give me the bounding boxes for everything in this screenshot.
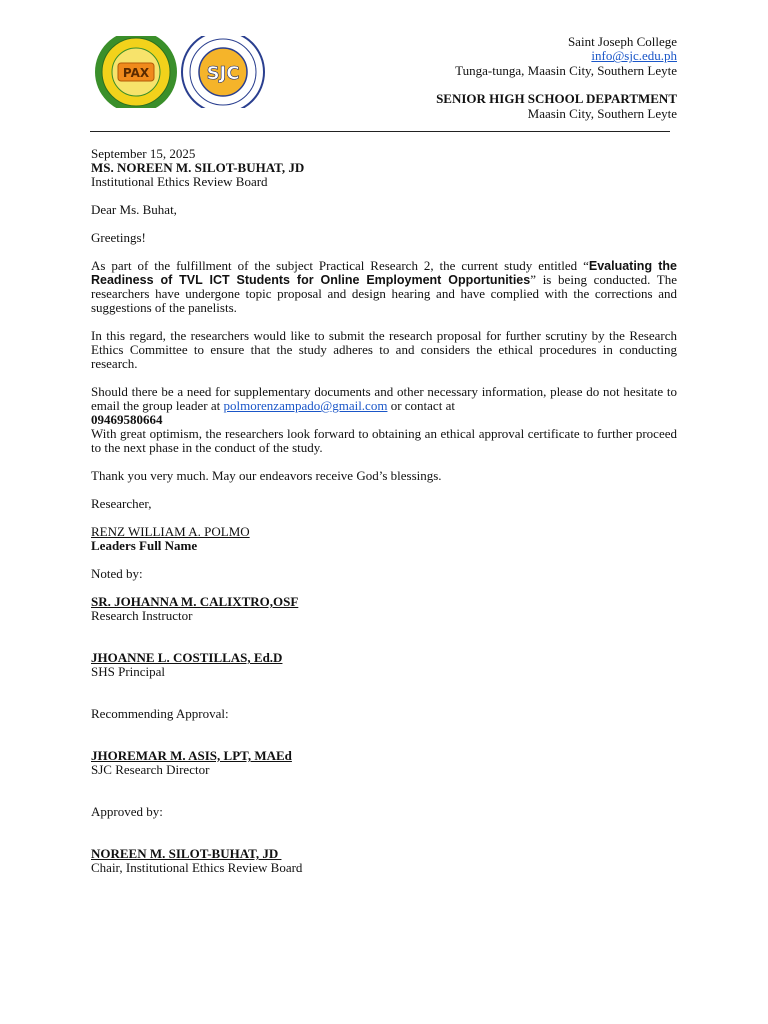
school-logos <box>94 36 266 108</box>
letter-date: September 15, 2025 <box>91 146 196 161</box>
pax-logo <box>95 36 177 108</box>
signatory-1-name: SR. JOHANNA M. CALIXTRO,OSF <box>91 594 299 609</box>
researcher-name: RENZ WILLIAM A. POLMO <box>91 524 250 539</box>
study-title: Evaluating the Readiness of TVL ICT Students for Online Employment Opportunities <box>91 259 677 287</box>
letterhead <box>380 35 677 121</box>
paragraph-4: With great optimism, the researchers look forward to obtaining an ethical approval certificate to further proceed to the next phase in the conduct of the study. <box>91 426 677 455</box>
signatory-2-name: JHOANNE L. COSTILLAS, Ed.D <box>91 650 283 665</box>
researcher-label: Leaders Full Name <box>91 538 198 553</box>
signatory-3-title: SJC Research Director <box>91 762 210 777</box>
signatory-4-name: NOREEN M. SILOT-BUHAT, JD <box>91 846 282 861</box>
signatory-4-title: Chair, Institutional Ethics Review Board <box>91 860 303 875</box>
paragraph-5: Thank you very much. May our endeavors receive God’s blessings. <box>91 468 442 483</box>
paragraph-3: Should there be a need for supplementary documents and other necessary information, please do not hesitate to email the group leader at polmorenzampado@gmail.com or contact at <box>91 384 677 413</box>
sjc-logo-text: SJC <box>206 63 240 84</box>
department-city: Maasin City, Southern Leyte <box>527 105 677 121</box>
signatory-3-name: JHOREMAR M. ASIS, LPT, MAEd <box>91 748 292 763</box>
department-name: SENIOR HIGH SCHOOL DEPARTMENT <box>436 91 677 107</box>
greeting: Greetings! <box>91 230 146 245</box>
school-name: Saint Joseph College <box>567 34 677 49</box>
school-email-link[interactable]: info@sjc.edu.ph <box>591 48 677 64</box>
leader-email-link[interactable]: polmorenzampado@gmail.com <box>223 398 388 413</box>
letter-body <box>91 147 677 875</box>
pax-logo-text: PAX <box>122 66 150 80</box>
noted-by-label: Noted by: <box>91 566 143 581</box>
recipient-title: Institutional Ethics Review Board <box>91 174 268 189</box>
signatory-1-title: Research Instructor <box>91 608 193 623</box>
salutation: Dear Ms. Buhat, <box>91 202 177 217</box>
paragraph-2: In this regard, the researchers would like to submit the research proposal for further scrutiny by the Research Ethics Committee to ensure that the study adheres to and considers the ethical procedures in conducting research. <box>91 328 677 371</box>
contact-phone: 09469580664 <box>91 412 163 427</box>
school-address: Tunga-tunga, Maasin City, Southern Leyte <box>455 62 677 78</box>
signatory-2-title: SHS Principal <box>91 664 166 679</box>
sjc-logo <box>182 36 264 108</box>
paragraph-1: As part of the fulfillment of the subject Practical Research 2, the current study entitled “Evaluating the Readiness of TVL ICT Students for Online Employment Opportunities” is being conducted. The researchers have undergone topic proposal and design hearing and have complied with the corrections and suggestions of the panelists. <box>91 258 677 315</box>
recipient-name: MS. NOREEN M. SILOT-BUHAT, JD <box>91 160 305 175</box>
closing: Researcher, <box>91 496 152 511</box>
approved-by-label: Approved by: <box>91 804 163 819</box>
header-divider <box>90 131 670 132</box>
recommending-label: Recommending Approval: <box>91 706 229 721</box>
